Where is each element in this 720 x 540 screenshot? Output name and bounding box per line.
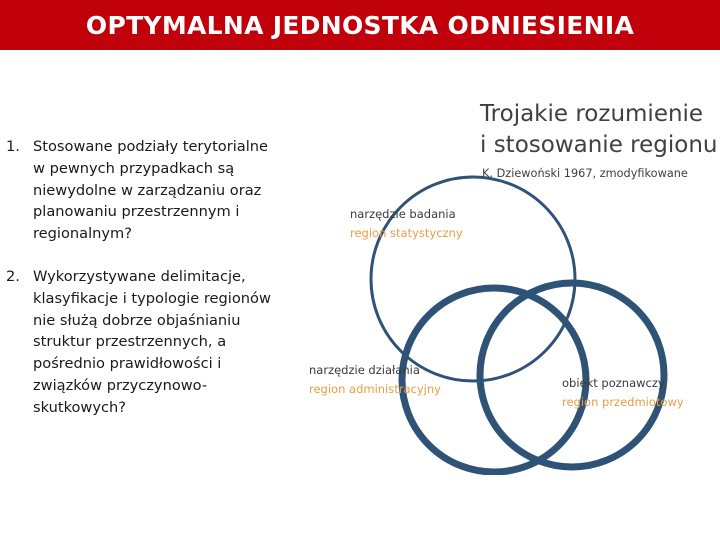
list-item <box>0 266 280 419</box>
label-left-line1: narzędzie działania <box>309 363 420 377</box>
question-list <box>0 136 280 419</box>
slide-title: OPTYMALNA JEDNOSTKA ODNIESIENIA <box>85 10 635 40</box>
label-top-line2: region statystyczny <box>350 226 463 240</box>
region-venn-diagram <box>300 95 720 475</box>
diagram-title-line1: Trojakie rozumienie <box>480 101 704 127</box>
list-item-number: 1. <box>6 138 20 155</box>
title-bar <box>0 0 720 50</box>
list-item <box>0 136 280 245</box>
label-right-line1: obiekt poznawczy <box>562 376 665 390</box>
list-item-text: Wykorzystywane delimitacje, klasyfikacje i typologie regionów nie służą dobrze objaśnianiu struktur przestrzennych, a pośrednio prawidłowości i związków przyczynowo-skutkowych? <box>33 267 271 416</box>
diagram-title-line2: i stosowanie regionu <box>480 132 718 158</box>
label-top-circle <box>350 205 463 243</box>
list-item-number: 2. <box>6 267 20 285</box>
label-left-line2: region administracyjny <box>309 382 441 396</box>
label-right-circle <box>562 374 684 412</box>
label-left-circle <box>309 361 441 399</box>
venn-circles <box>300 95 720 475</box>
diagram-source: K. Dziewoński 1967, zmodyfikowane <box>482 167 688 180</box>
list-item-text: Stosowane podziały terytorialne w pewnych przypadkach są niewydolne w zarządzaniu oraz planowaniu przestrzennym i regionalnym? <box>33 138 268 243</box>
label-right-line2: region przedmiotowy <box>562 395 684 409</box>
label-top-line1: narzędzie badania <box>350 207 456 221</box>
